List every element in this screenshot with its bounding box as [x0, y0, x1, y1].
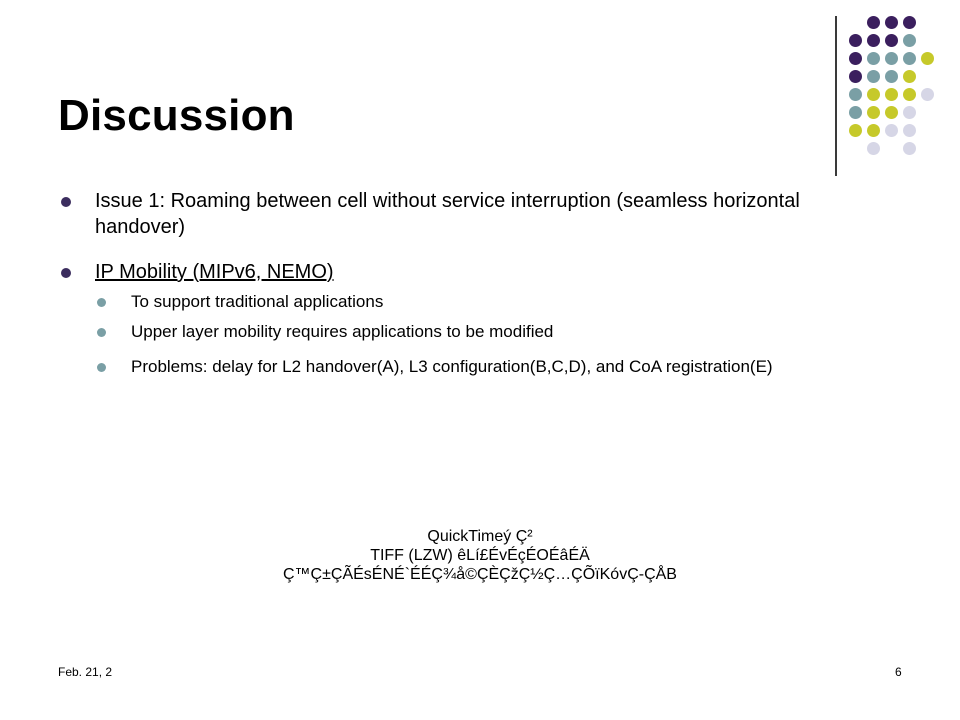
bullet-text: Problems: delay for L2 handover(A), L3 configuration(B,C,D), and CoA registration(E)	[131, 357, 773, 376]
placeholder-line-3: Ç™Ç±ÇÃÉsÉNÉ`ÉÉÇ¾å©ÇÈÇžÇ½Ç…ÇÕïKóvÇ-ÇÅB	[283, 566, 677, 583]
bullet-marker	[61, 268, 71, 278]
subbullet-upper-layer	[131, 320, 891, 344]
bullet-issue-1	[95, 188, 875, 240]
placeholder-line-1: QuickTimeý Ç²	[427, 528, 533, 545]
slide-title: Discussion	[58, 91, 295, 140]
bullet-text: IP Mobility (MIPv6, NEMO)	[95, 261, 334, 283]
bullet-marker	[97, 298, 106, 307]
bullet-marker	[97, 363, 106, 372]
missing-image-placeholder	[240, 527, 720, 584]
bullet-text: To support traditional applications	[131, 292, 384, 311]
footer-date: Feb. 21, 2	[58, 665, 113, 679]
bullet-marker	[97, 328, 106, 337]
page-number: 6	[895, 665, 902, 679]
subbullet-traditional-apps	[131, 290, 891, 314]
bullet-marker	[61, 197, 71, 207]
bullet-text: Upper layer mobility requires applications to be modified	[131, 322, 554, 341]
subbullet-problems	[131, 355, 871, 379]
placeholder-line-2: TIFF (LZW) êLí£ÉvÉçÉOÉâÉÄ	[370, 547, 590, 564]
bullet-text: Issue 1: Roaming between cell without service interruption (seamless horizontal handover)	[95, 190, 800, 238]
image-overlap-area	[0, 403, 960, 503]
bullet-ip-mobility	[95, 259, 875, 285]
